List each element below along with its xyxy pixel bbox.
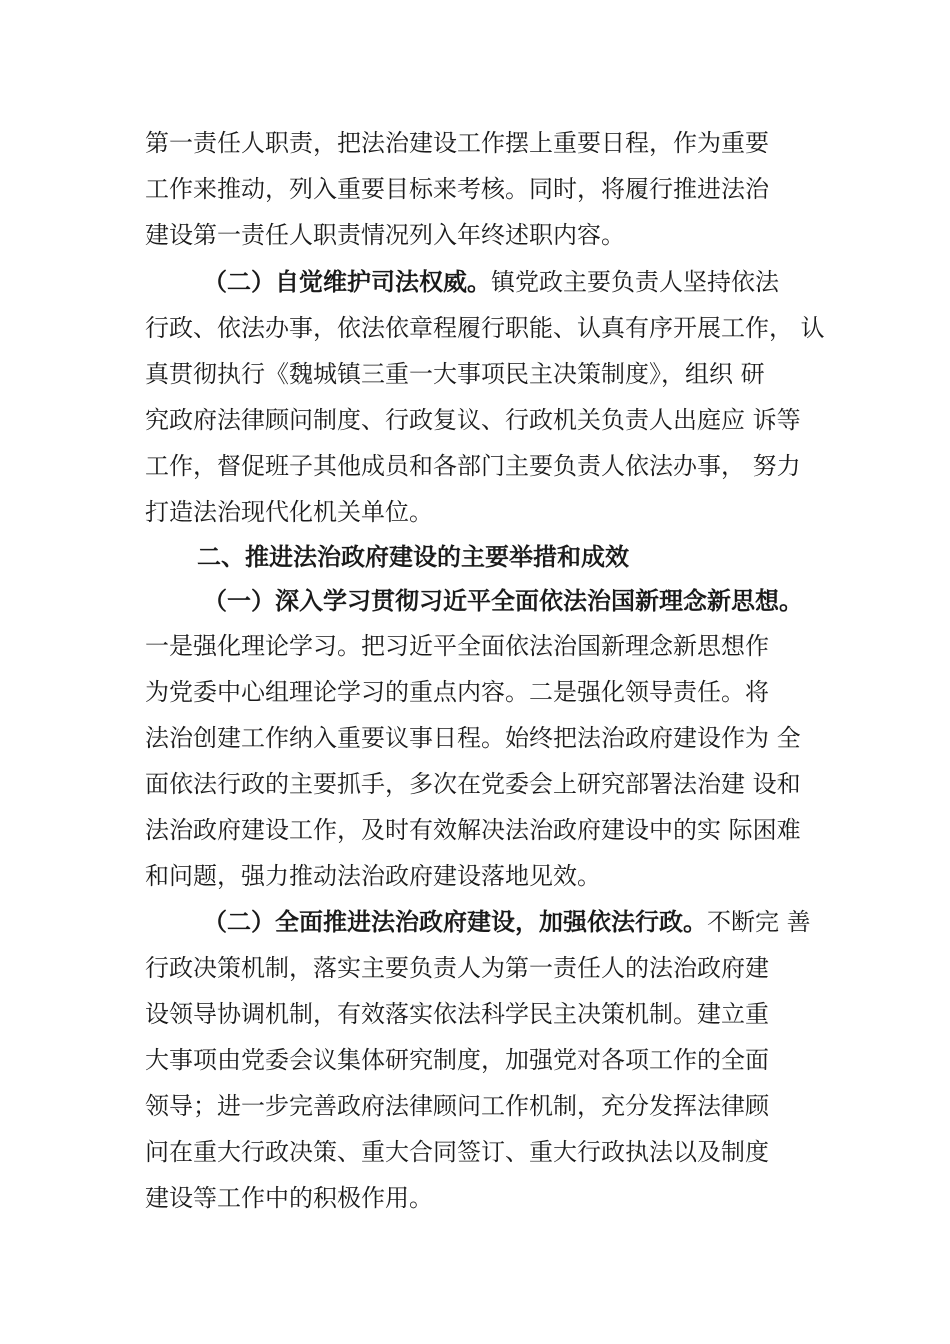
- paragraph-line: 大事项由党委会议集体研究制度，加强党对各项工作的全面: [145, 1046, 769, 1074]
- paragraph-line: 建设等工作中的积极作用。: [145, 1184, 433, 1212]
- paragraph-line: 法治政府建设工作，及时有效解决法治政府建设中的实 际困难: [145, 816, 801, 844]
- subsection-heading: （一）深入学习贯彻习近平全面依法治国新理念新思想。: [203, 587, 803, 615]
- paragraph-line: 法治创建工作纳入重要议事日程。始终把法治政府建设作为 全: [145, 724, 801, 752]
- paragraph-text: 不断完 善: [707, 908, 811, 936]
- section-paragraph-line: [203, 905, 811, 939]
- paragraph-line: 工作，督促班子其他成员和各部门主要负责人依法办事， 努力: [145, 452, 801, 480]
- paragraph-line: 行政决策机制，落实主要负责人为第一责任人的法治政府建: [145, 954, 769, 982]
- section-paragraph-line: [203, 265, 779, 299]
- paragraph-line: 真贯彻执行《魏城镇三重一大事项民主决策制度》，组织 研: [145, 360, 765, 388]
- paragraph-line: 设领导协调机制，有效落实依法科学民主决策机制。建立重: [145, 1000, 769, 1028]
- paragraph-line: 行政、依法办事，依法依章程履行职能、认真有序开展工作， 认: [145, 314, 825, 342]
- section-heading: 二、推进法治政府建设的主要举措和成效: [197, 543, 629, 571]
- paragraph-line: 究政府法律顾问制度、行政复议、行政机关负责人出庭应 诉等: [145, 406, 801, 434]
- paragraph-line: 一是强化理论学习。把习近平全面依法治国新理念新思想作: [145, 632, 769, 660]
- paragraph-line: 问在重大行政决策、重大合同签订、重大行政执法以及制度: [145, 1138, 769, 1166]
- paragraph-line: 第一责任人职责，把法治建设工作摆上重要日程，作为重要: [145, 129, 769, 157]
- paragraph-line: 工作来推动，列入重要目标来考核。同时，将履行推进法治: [145, 175, 769, 203]
- paragraph-line: 建设第一责任人职责情况列入年终述职内容。: [145, 221, 625, 249]
- paragraph-line: 领导；进一步完善政府法律顾问工作机制，充分发挥法律顾: [145, 1092, 769, 1120]
- paragraph-line: 打造法治现代化机关单位。: [145, 498, 433, 526]
- subsection-heading: （二）全面推进法治政府建设，加强依法行政。: [203, 908, 707, 936]
- paragraph-line: 和问题，强力推动法治政府建设落地见效。: [145, 862, 601, 890]
- paragraph-line: 面依法行政的主要抓手，多次在党委会上研究部署法治建 设和: [145, 770, 801, 798]
- paragraph-line: 为党委中心组理论学习的重点内容。二是强化领导责任。将: [145, 678, 769, 706]
- subsection-heading: （二）自觉维护司法权威。: [203, 268, 491, 296]
- paragraph-text: 镇党政主要负责人坚持依法: [491, 268, 779, 296]
